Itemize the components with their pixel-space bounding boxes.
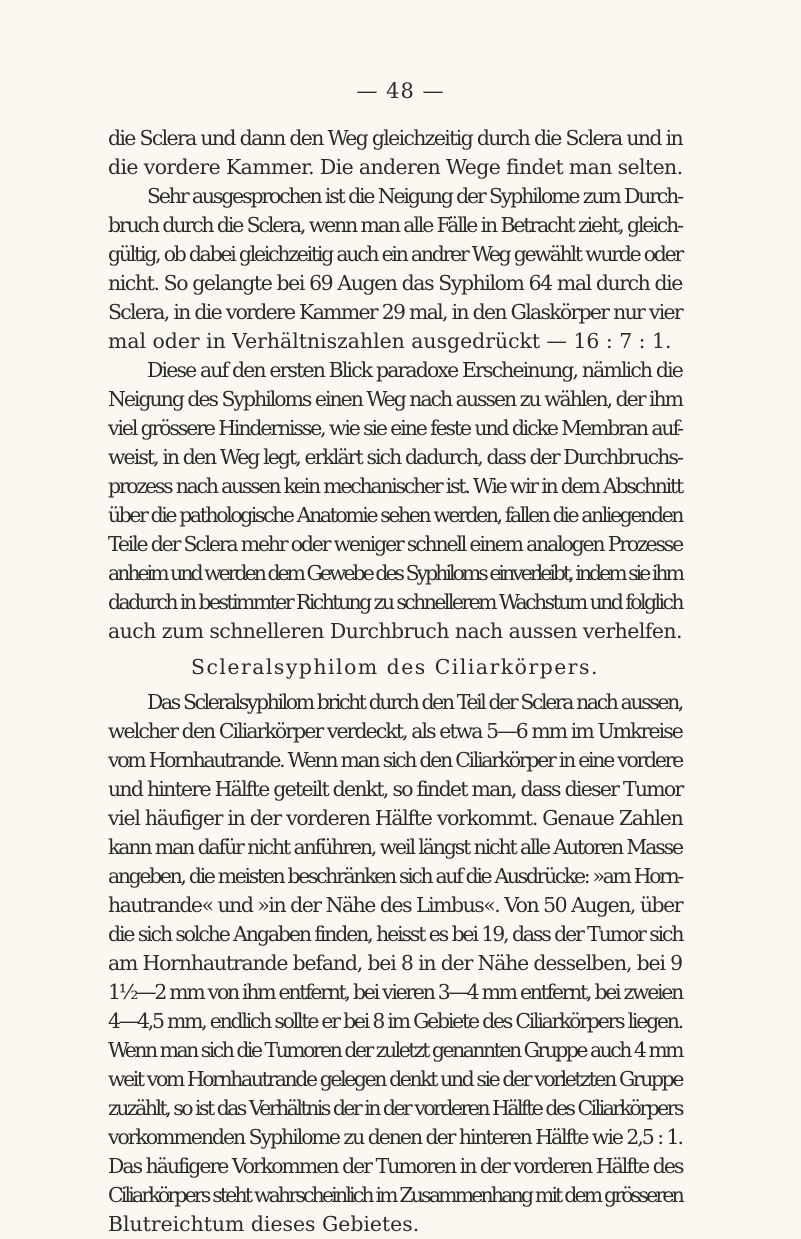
text-line: nicht. So gelangte bei 69 Augen das Syphilom 64 mal durch die xyxy=(108,271,682,295)
text-line: vom Hornhautrande. Wenn man sich den Ciliarkörper in eine vordere xyxy=(108,748,683,772)
text-line: anheim und werden dem Gewebe des Syphiloms einverleibt, indem sie ihm xyxy=(108,561,682,585)
text-line: dadurch in bestimmter Richtung zu schnellerem Wachstum und folglich xyxy=(108,590,682,614)
text-line: viel grössere Hindernisse, wie sie eine feste und dicke Membran auf- xyxy=(108,416,682,440)
text-line: welcher den Ciliarkörper verdeckt, als etwa 5—6 mm im Umkreise xyxy=(108,719,682,743)
text-line: Sehr ausgesprochen ist die Neigung der Syphilome zum Durch- xyxy=(147,184,682,208)
text-line: angeben, die meisten beschränken sich auf die Ausdrücke: »am Horn- xyxy=(108,864,683,888)
paragraph xyxy=(108,356,682,646)
text-line: Sclera, in die vordere Kammer 29 mal, in den Glaskörper nur vier xyxy=(108,300,682,324)
text-line: viel häufiger in der vorderen Hälfte vorkommt. Genaue Zahlen xyxy=(108,806,683,830)
text-line: vorkommenden Syphilome zu denen der hinteren Hälfte wie 2,5 : 1. xyxy=(108,1125,682,1149)
text-line: Diese auf den ersten Blick paradoxe Erscheinung, nämlich die xyxy=(147,358,683,382)
text-line: die vordere Kammer. Die anderen Wege findet man selten. xyxy=(108,155,683,179)
text-line: bruch durch die Sclera, wenn man alle Fälle in Betracht zieht, gleich- xyxy=(108,213,682,237)
text-line: prozess nach aussen kein mechanischer ist. Wie wir in dem Abschnitt xyxy=(108,474,683,498)
text-line: Ciliarkörpers steht wahrscheinlich im Zusammenhang mit dem grösseren xyxy=(108,1183,682,1207)
text-line: 1½—2 mm von ihm entfernt, bei vieren 3—4 mm entfernt, bei zweien xyxy=(108,980,682,1004)
paragraph xyxy=(108,124,682,182)
text-line: Das häufigere Vorkommen der Tumoren in der vorderen Hälfte des xyxy=(108,1154,683,1178)
paragraph xyxy=(108,688,682,1239)
text-line: Blutreichtum dieses Gebietes. xyxy=(108,1212,420,1236)
text-line: die Sclera und dann den Weg gleichzeitig durch die Sclera und in xyxy=(108,126,682,150)
text-line: Neigung des Syphiloms einen Weg nach aussen zu wählen, der ihm xyxy=(108,387,683,411)
text-line: Teile der Sclera mehr oder weniger schnell einem analogen Prozesse xyxy=(108,532,683,556)
text-line: weit vom Hornhautrande gelegen denkt und sie der vorletzten Gruppe xyxy=(108,1067,683,1091)
text-line: 4—4,5 mm, endlich sollte er bei 8 im Gebiete des Ciliarkörpers liegen. xyxy=(108,1009,682,1033)
text-line: zuzählt, so ist das Verhältnis der in der vorderen Hälfte des Ciliarkörpers xyxy=(108,1096,682,1120)
text-line: Wenn man sich die Tumoren der zuletzt genannten Gruppe auch 4 mm xyxy=(108,1038,683,1062)
text-line: und hintere Hälfte geteilt denkt, so findet man, dass dieser Tumor xyxy=(108,777,683,801)
text-line: weist, in den Weg legt, erklärt sich dadurch, dass der Durchbruchs- xyxy=(108,445,682,469)
text-line: am Hornhautrande befand, bei 8 in der Nähe desselben, bei 9 xyxy=(108,951,682,975)
paragraph xyxy=(108,182,682,356)
body-text xyxy=(108,124,682,1239)
text-line: auch zum schnelleren Durchbruch nach aussen verhelfen. xyxy=(108,619,682,643)
text-line: mal oder in Verhältniszahlen ausgedrückt — 16 : 7 : 1. xyxy=(108,329,672,353)
text-line: die sich solche Angaben finden, heisst es bei 19, dass der Tumor sich xyxy=(108,922,683,946)
text-line: Das Scleralsyphilom bricht durch den Teil der Sclera nach aussen, xyxy=(147,690,682,714)
text-line: kann man dafür nicht anführen, weil längst nicht alle Autoren Masse xyxy=(108,835,683,859)
text-line: über die pathologische Anatomie sehen werden, fallen die anliegenden xyxy=(108,503,683,527)
page-number: — 48 — xyxy=(356,79,445,103)
section-heading: Scleralsyphilom des Ciliarkörpers. xyxy=(190,655,600,679)
text-line: gültig, ob dabei gleichzeitig auch ein andrer Weg gewählt wurde oder xyxy=(108,242,682,266)
text-line: hautrande« und »in der Nähe des Limbus«. Von 50 Augen, über xyxy=(108,893,682,917)
